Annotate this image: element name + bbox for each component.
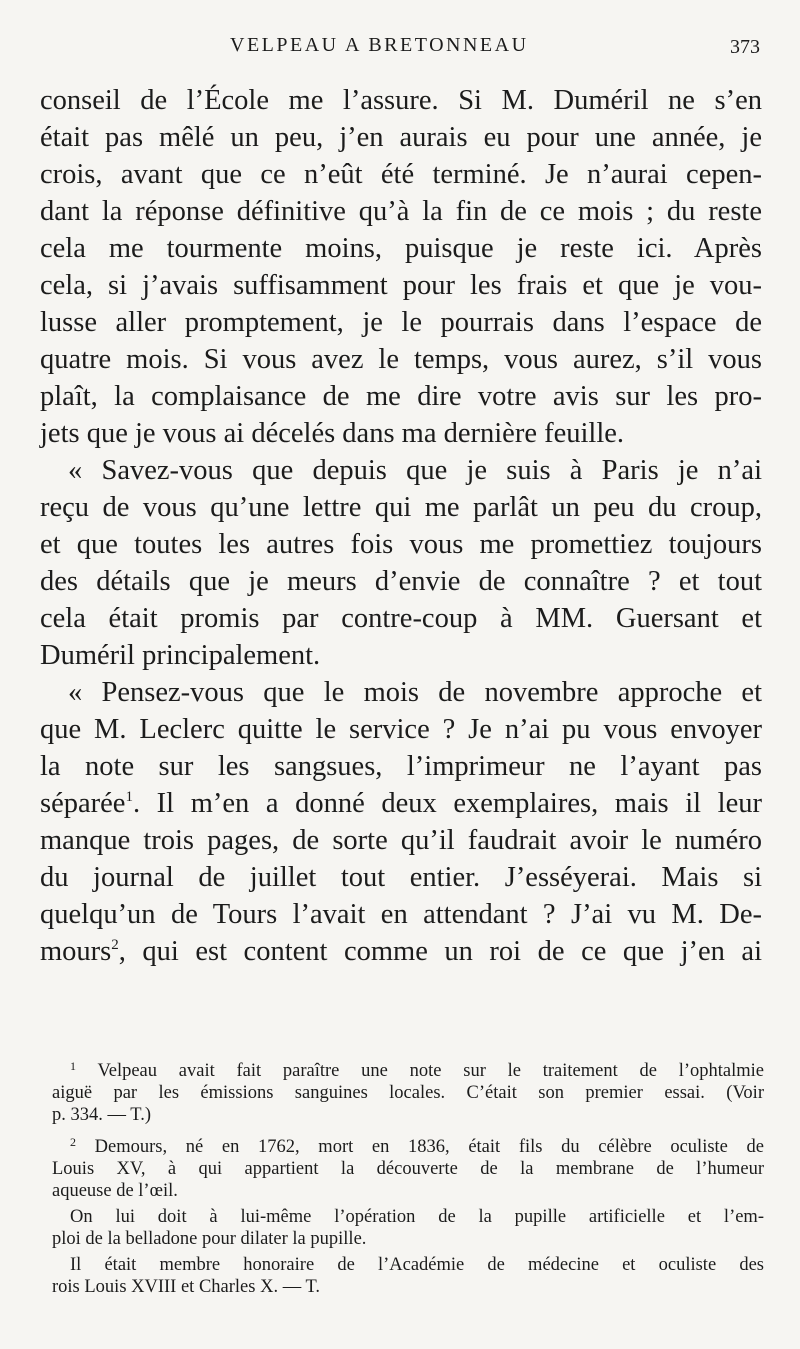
text-line: reçu de vous qu’une lettre qui me parlât un peu du croup, xyxy=(40,492,762,523)
text-line: Duméril principalement. xyxy=(40,640,321,671)
footnote-line: p. 334. — T.) xyxy=(52,1105,152,1125)
footnote-marker-2: 2 xyxy=(70,1135,76,1149)
footnote-line xyxy=(52,1136,764,1158)
footnote-line: Il était membre honoraire de l’Académie de médecine et oculiste des xyxy=(70,1255,764,1275)
footnote-text: Demours, né en 1762, mort en 1836, était fils du célèbre oculiste de xyxy=(94,1137,765,1157)
footnote-line: rois Louis XVIII et Charles X. — T. xyxy=(52,1277,321,1297)
footnote-line xyxy=(52,1060,764,1082)
footnote-line: aiguë par les émissions sanguines locales. C’était son premier essai. (Voir xyxy=(52,1083,764,1103)
text-segment: séparée xyxy=(40,788,126,819)
text-line xyxy=(40,785,762,822)
footnote-marker-1: 1 xyxy=(70,1059,76,1073)
text-line: jets que je vous ai décelés dans ma dernière feuille. xyxy=(40,418,625,449)
footnote-line: On lui doit à lui-même l’opération de la pupille artificielle et l’em- xyxy=(70,1207,764,1227)
text-line: quelqu’un de Tours l’avait en attendant ? J’ai vu M. De- xyxy=(40,899,762,930)
text-line: plaît, la complaisance de me dire votre avis sur les pro- xyxy=(40,381,762,412)
text-line: « Savez-vous que depuis que je suis à Paris je n’ai xyxy=(68,455,762,486)
text-line: cela me tourmente moins, puisque je reste ici. Après xyxy=(40,233,762,264)
text-line: que M. Leclerc quitte le service ? Je n’ai pu vous envoyer xyxy=(40,714,762,745)
text-line: lusse aller promptement, je le pourrais dans l’espace de xyxy=(40,307,762,338)
text-line: conseil de l’École me l’assure. Si M. Duméril ne s’en xyxy=(40,85,762,116)
footnote-ref-2[interactable]: 2 xyxy=(111,937,119,953)
text-line: la note sur les sangsues, l’imprimeur ne l’ayant pas xyxy=(40,751,762,782)
footnote-line: aqueuse de l’œil. xyxy=(52,1181,178,1201)
footnote-line: Louis XV, à qui appartient la découverte de la membrane de l’humeur xyxy=(52,1159,764,1179)
text-line: dant la réponse définitive qu’à la fin de ce mois ; du reste xyxy=(40,196,762,227)
running-title: VELPEAU A BRETONNEAU xyxy=(230,34,529,56)
main-text xyxy=(40,82,762,970)
text-line xyxy=(40,933,762,970)
text-line: « Pensez-vous que le mois de novembre approche et xyxy=(68,677,762,708)
text-line: cela, si j’avais suffisamment pour les frais et que je vou- xyxy=(40,270,762,301)
text-line: cela était promis par contre-coup à MM. Guersant et xyxy=(40,603,762,634)
text-line: du journal de juillet tout entier. J’esséyerai. Mais si xyxy=(40,862,762,893)
text-segment: . Il m’en a donné deux exemplaires, mais il leur xyxy=(132,788,762,819)
running-head xyxy=(40,34,760,64)
text-line: était pas mêlé un peu, j’en aurais eu pour une année, je xyxy=(40,122,762,153)
text-line: crois, avant que ce n’eût été terminé. Je n’aurai cepen- xyxy=(40,159,762,190)
footnote-ref-1[interactable]: 1 xyxy=(125,789,133,805)
footnotes xyxy=(52,1060,764,1298)
text-segment: mours xyxy=(40,936,112,967)
text-line: manque trois pages, de sorte qu’il faudrait avoir le numéro xyxy=(40,825,762,856)
page-number: 373 xyxy=(730,36,760,58)
text-line: et que toutes les autres fois vous me promettiez toujours xyxy=(40,529,762,560)
footnote-line: ploi de la belladone pour dilater la pupille. xyxy=(52,1229,367,1249)
text-line: des détails que je meurs d’envie de connaître ? et tout xyxy=(40,566,762,597)
footnote-text: Velpeau avait fait paraître une note sur le traitement de l’ophtalmie xyxy=(97,1061,764,1081)
text-segment: , qui est content comme un roi de ce que j’en ai xyxy=(118,936,762,967)
text-line: quatre mois. Si vous avez le temps, vous aurez, s’il vous xyxy=(40,344,762,375)
